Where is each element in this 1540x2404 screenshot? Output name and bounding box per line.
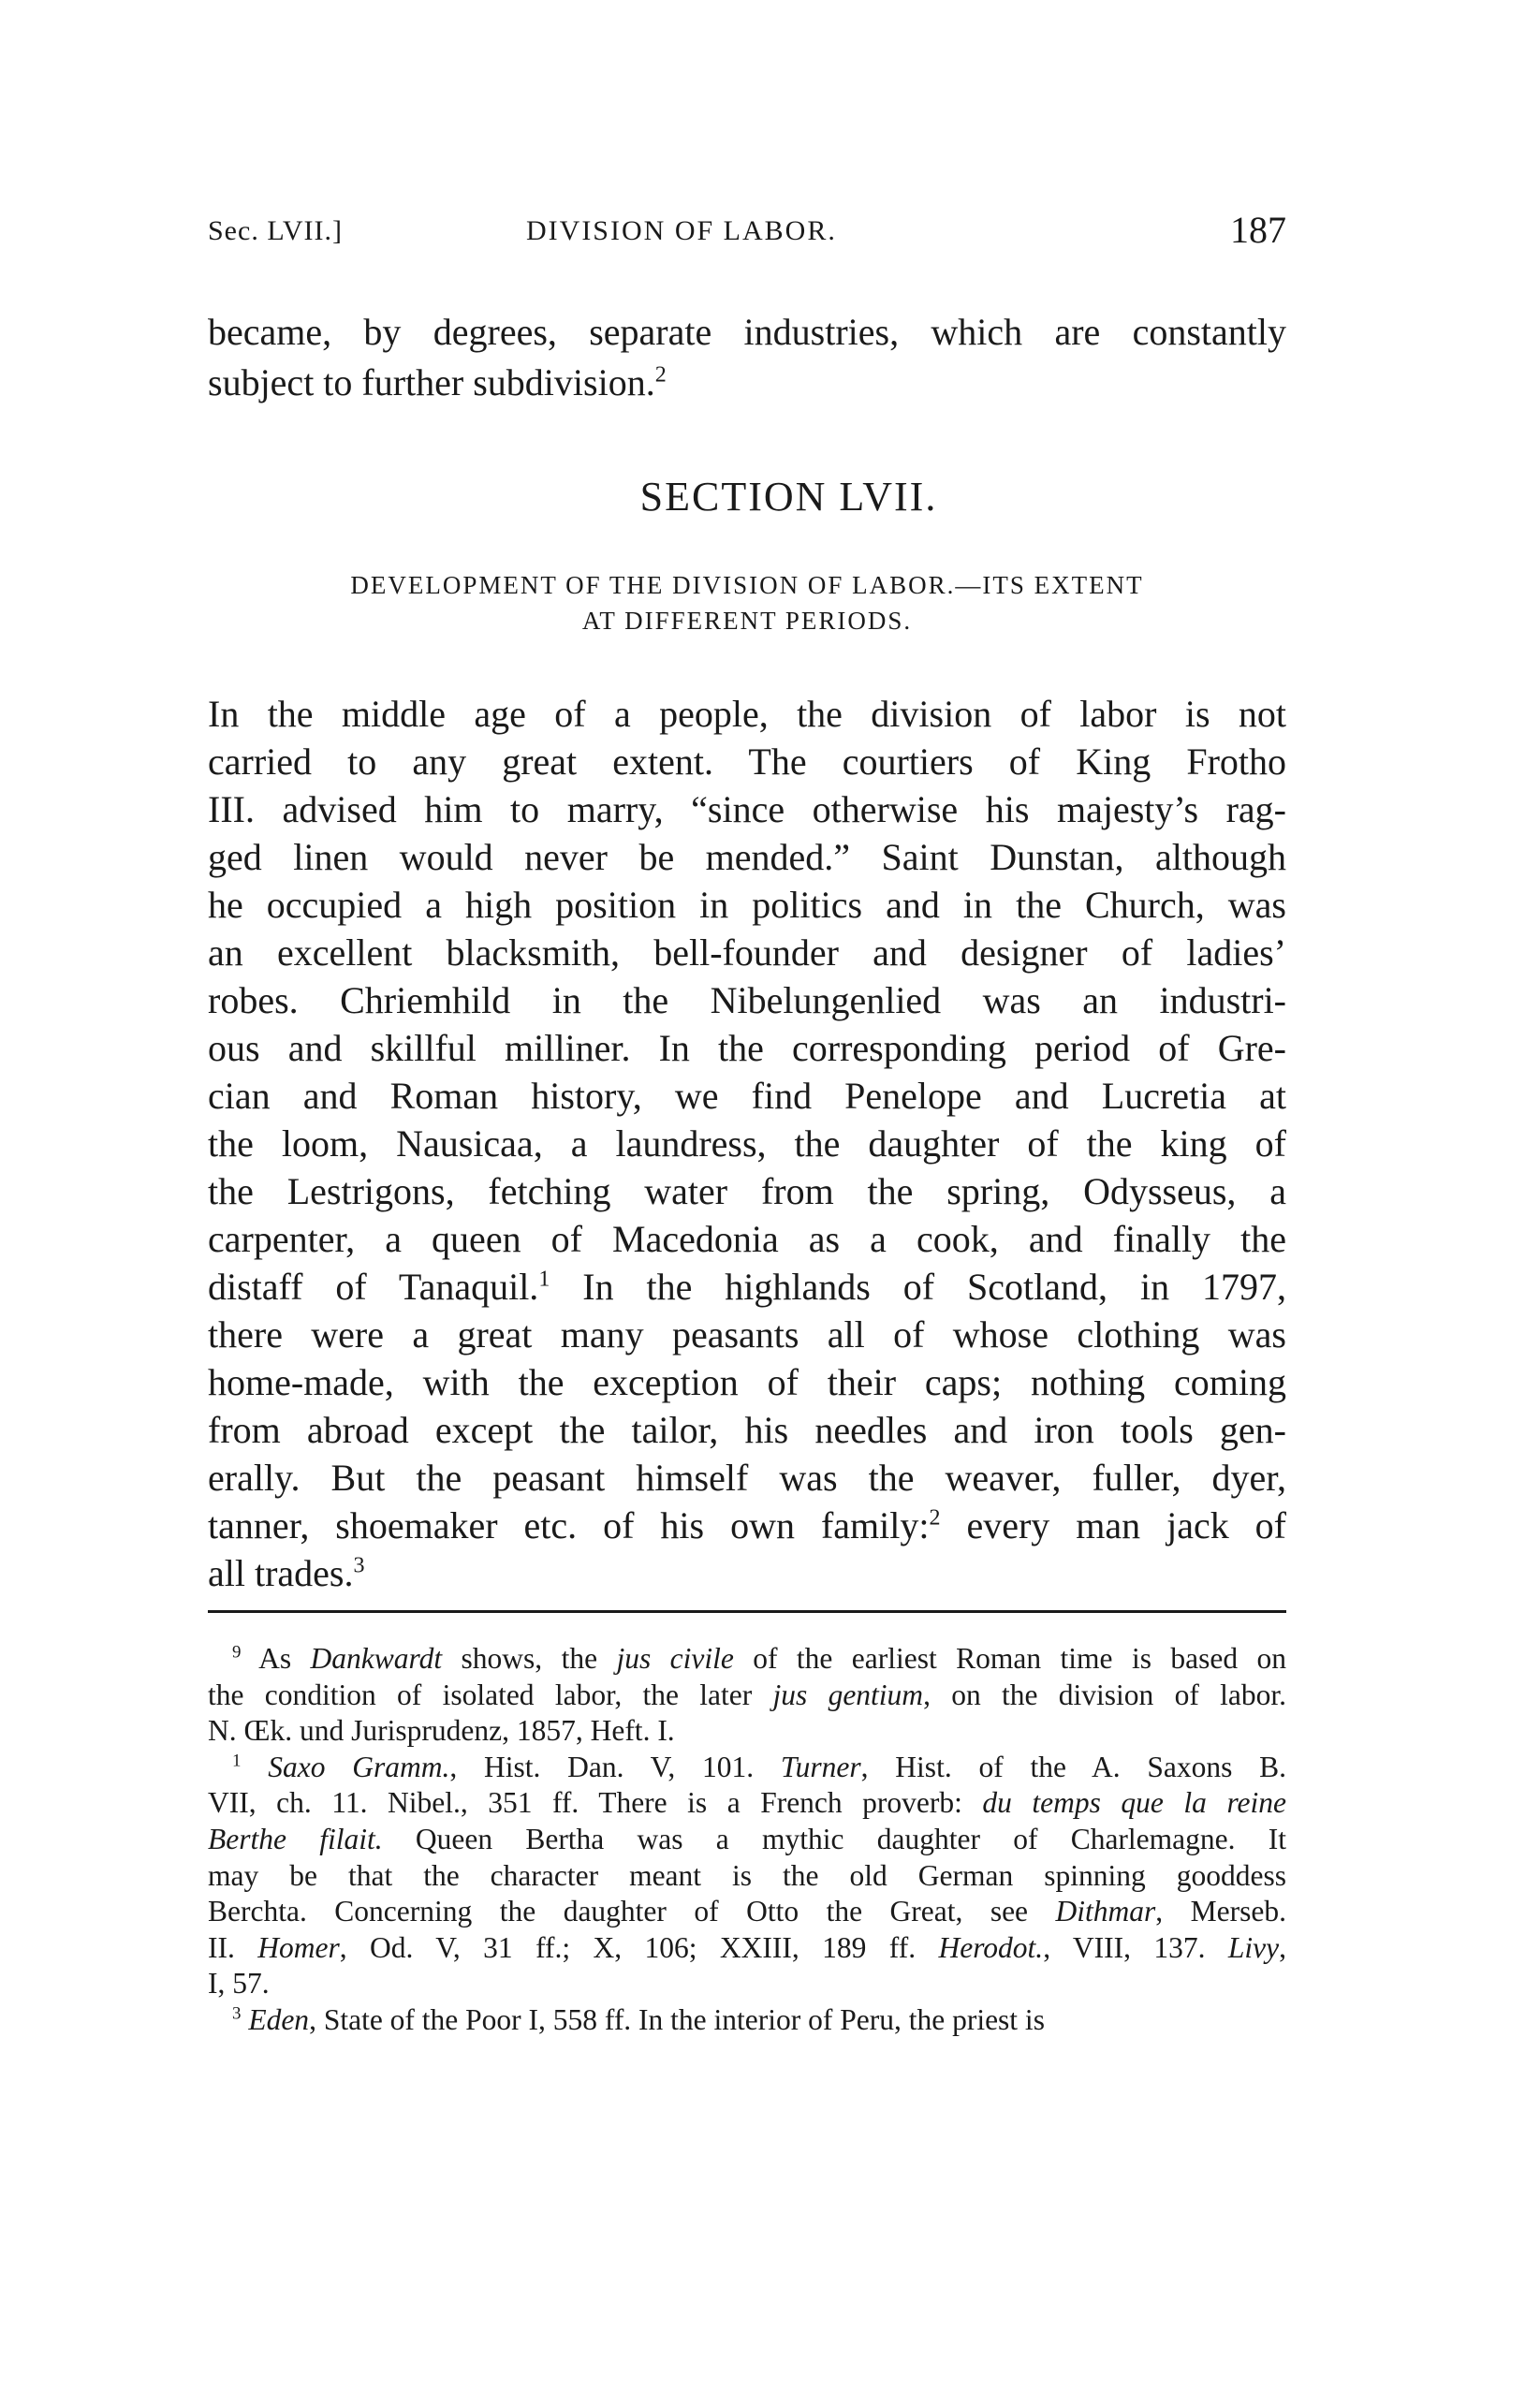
- text-run: subject to further subdivision.: [208, 361, 655, 403]
- section-title: SECTION LVII.: [639, 474, 938, 520]
- body-line: [208, 737, 1286, 787]
- text-run: In the middle age of a people, the division of labor is not: [208, 693, 1286, 735]
- footnote-line: [208, 1640, 1286, 1677]
- body-line: [208, 307, 1286, 358]
- text-run: carried to any great extent. The courtiers of King Frotho: [208, 740, 1286, 783]
- text-run: In the highlands of Scotland, in 1797,: [550, 1266, 1286, 1308]
- text-run: may be that the character meant is the old German spinning gooddess: [208, 1858, 1286, 1892]
- text-run: there were a great many peasants all of whose clothing was: [208, 1313, 1286, 1356]
- text-run: an excellent blacksmith, bell-founder and designer of ladies’: [208, 931, 1286, 974]
- text-run: the condition of isolated labor, the later: [208, 1678, 773, 1711]
- text-run: the Lestrigons, fetching water from the spring, Odysseus, a: [208, 1170, 1286, 1212]
- body-line: [208, 928, 1286, 978]
- italic-text: Herodot.: [938, 1930, 1044, 1964]
- text-run: the loom, Nausicaa, a laundress, the daughter of the king of: [208, 1122, 1286, 1165]
- footnote-marker: 3: [353, 1553, 365, 1578]
- text-run: , VIII, 137.: [1043, 1930, 1228, 1964]
- text-run: , Od. V, 31 ff.; X, 106; XXIII, 189 ff.: [339, 1930, 939, 1964]
- text-run: tanner, shoemaker etc. of his own family:: [208, 1504, 930, 1546]
- text-run: VII, ch. 11. Nibel., 351 ff. There is a French proverb:: [208, 1786, 983, 1820]
- text-run: ged linen would never be mended.” Saint Dunstan, although: [208, 836, 1286, 878]
- footnote-line: [208, 1965, 1286, 2001]
- text-run: , Hist. Dan. V, 101.: [449, 1750, 781, 1783]
- body-line: [208, 832, 1286, 883]
- text-run: , on the division of labor.: [923, 1678, 1286, 1711]
- footnote-line: [208, 1893, 1286, 1929]
- body-line: [208, 1405, 1286, 1456]
- text-run: Queen Bertha was a mythic daughter of Charlemagne. It: [382, 1823, 1286, 1855]
- body-line: [208, 1357, 1286, 1408]
- text-run: distaff of Tanaquil.: [208, 1266, 539, 1308]
- footnote-line: [208, 1677, 1286, 1713]
- footnote-line: [208, 2001, 1286, 2038]
- text-run: III. advised him to marry, “since otherwise his majesty’s rag-: [208, 788, 1286, 830]
- body-line: [208, 975, 1286, 1026]
- page-number: 187: [1230, 209, 1286, 251]
- text-run: , State of the Poor I, 558 ff. In the interior of Peru, the priest is: [309, 2003, 1045, 2036]
- footnote-marker: 2: [654, 362, 667, 388]
- section-subtitle-line: DEVELOPMENT OF THE DIVISION OF LABOR.—ITS EXTENT: [350, 571, 1144, 599]
- section-ref: Sec. LVII.]: [208, 215, 344, 246]
- text-run: every man jack of: [940, 1504, 1286, 1546]
- footnote-line: [208, 1929, 1286, 1966]
- italic-text: jus civile: [616, 1642, 734, 1675]
- footnote-marker: 3: [232, 2003, 242, 2024]
- body-line: [208, 1214, 1286, 1265]
- italic-text: Berthe filait.: [208, 1823, 383, 1855]
- text-run: [241, 1751, 268, 1783]
- text-run: ous and skillful milliner. In the corresponding period of Gre-: [208, 1027, 1286, 1069]
- footnote-marker: 1: [538, 1267, 550, 1292]
- footnote-line: [208, 1821, 1286, 1857]
- section-subtitle-line: AT DIFFERENT PERIODS.: [581, 607, 913, 635]
- italic-text: Livy: [1227, 1930, 1280, 1964]
- running-title: DIVISION OF LABOR.: [526, 215, 837, 246]
- text-run: home-made, with the exception of their caps; nothing coming: [208, 1361, 1286, 1403]
- footnote-line: [208, 1857, 1286, 1894]
- text-run: all trades.: [208, 1552, 354, 1594]
- italic-text: Turner: [780, 1750, 861, 1783]
- body-line: [208, 1310, 1286, 1360]
- text-run: shows, the: [442, 1642, 617, 1675]
- body-line: [208, 689, 1286, 740]
- italic-text: Dithmar: [1055, 1895, 1156, 1928]
- footnote-line: [208, 1784, 1286, 1821]
- body-line: [208, 1023, 1286, 1074]
- text-run: I, 57.: [208, 1967, 270, 2001]
- body-line: [208, 1262, 1286, 1312]
- italic-text: Homer: [257, 1930, 340, 1964]
- text-run: of the earliest Roman time is based on: [733, 1642, 1286, 1675]
- footnote-line: [208, 1749, 1286, 1785]
- text-run: N. Œk. und Jurisprudenz, 1857, Heft. I.: [208, 1714, 675, 1748]
- body-line: [208, 1166, 1286, 1217]
- italic-text: Dankwardt: [310, 1642, 443, 1675]
- text-run: II.: [208, 1930, 258, 1964]
- body-line: [208, 1119, 1286, 1169]
- running-header: [208, 208, 1286, 255]
- text-run: ,: [1279, 1930, 1287, 1964]
- body-line: [208, 880, 1286, 931]
- text-run: from abroad except the tailor, his needles and iron tools gen-: [208, 1409, 1286, 1451]
- body-line: [208, 1548, 1286, 1599]
- footnote-rule: [208, 1610, 1286, 1613]
- text-run: carpenter, a queen of Macedonia as a cook, and finally the: [208, 1218, 1286, 1260]
- text-run: robes. Chriemhild in the Nibelungenlied was an industri-: [208, 979, 1286, 1021]
- text-run: Berchta. Concerning the daughter of Otto the Great, see: [208, 1895, 1056, 1928]
- footnote-marker: 1: [232, 1751, 242, 1771]
- text-run: As: [241, 1642, 311, 1675]
- body-line: [208, 1071, 1286, 1121]
- body-line: [208, 784, 1286, 835]
- italic-text: Saxo Gramm.: [268, 1750, 450, 1783]
- text-run: erally. But the peasant himself was the weaver, fuller, dyer,: [208, 1457, 1286, 1499]
- text-run: became, by degrees, separate industries, which are constantly: [208, 311, 1286, 353]
- text-run: he occupied a high position in politics and in the Church, was: [208, 884, 1286, 926]
- italic-text: jus gentium: [772, 1678, 924, 1711]
- italic-text: du temps que la reine: [982, 1786, 1286, 1820]
- text-run: , Hist. of the A. Saxons B.: [860, 1750, 1286, 1783]
- text-run: , Merseb.: [1155, 1895, 1286, 1928]
- italic-text: Eden: [248, 2003, 310, 2036]
- footnote-marker: 2: [929, 1505, 941, 1531]
- body-line: [208, 1453, 1286, 1503]
- text-run: cian and Roman history, we find Penelope and Lucretia at: [208, 1075, 1286, 1117]
- body-line: [208, 1501, 1286, 1551]
- body-line: [208, 358, 1286, 408]
- footnote-marker: 9: [232, 1642, 242, 1663]
- footnote-line: [208, 1712, 1286, 1749]
